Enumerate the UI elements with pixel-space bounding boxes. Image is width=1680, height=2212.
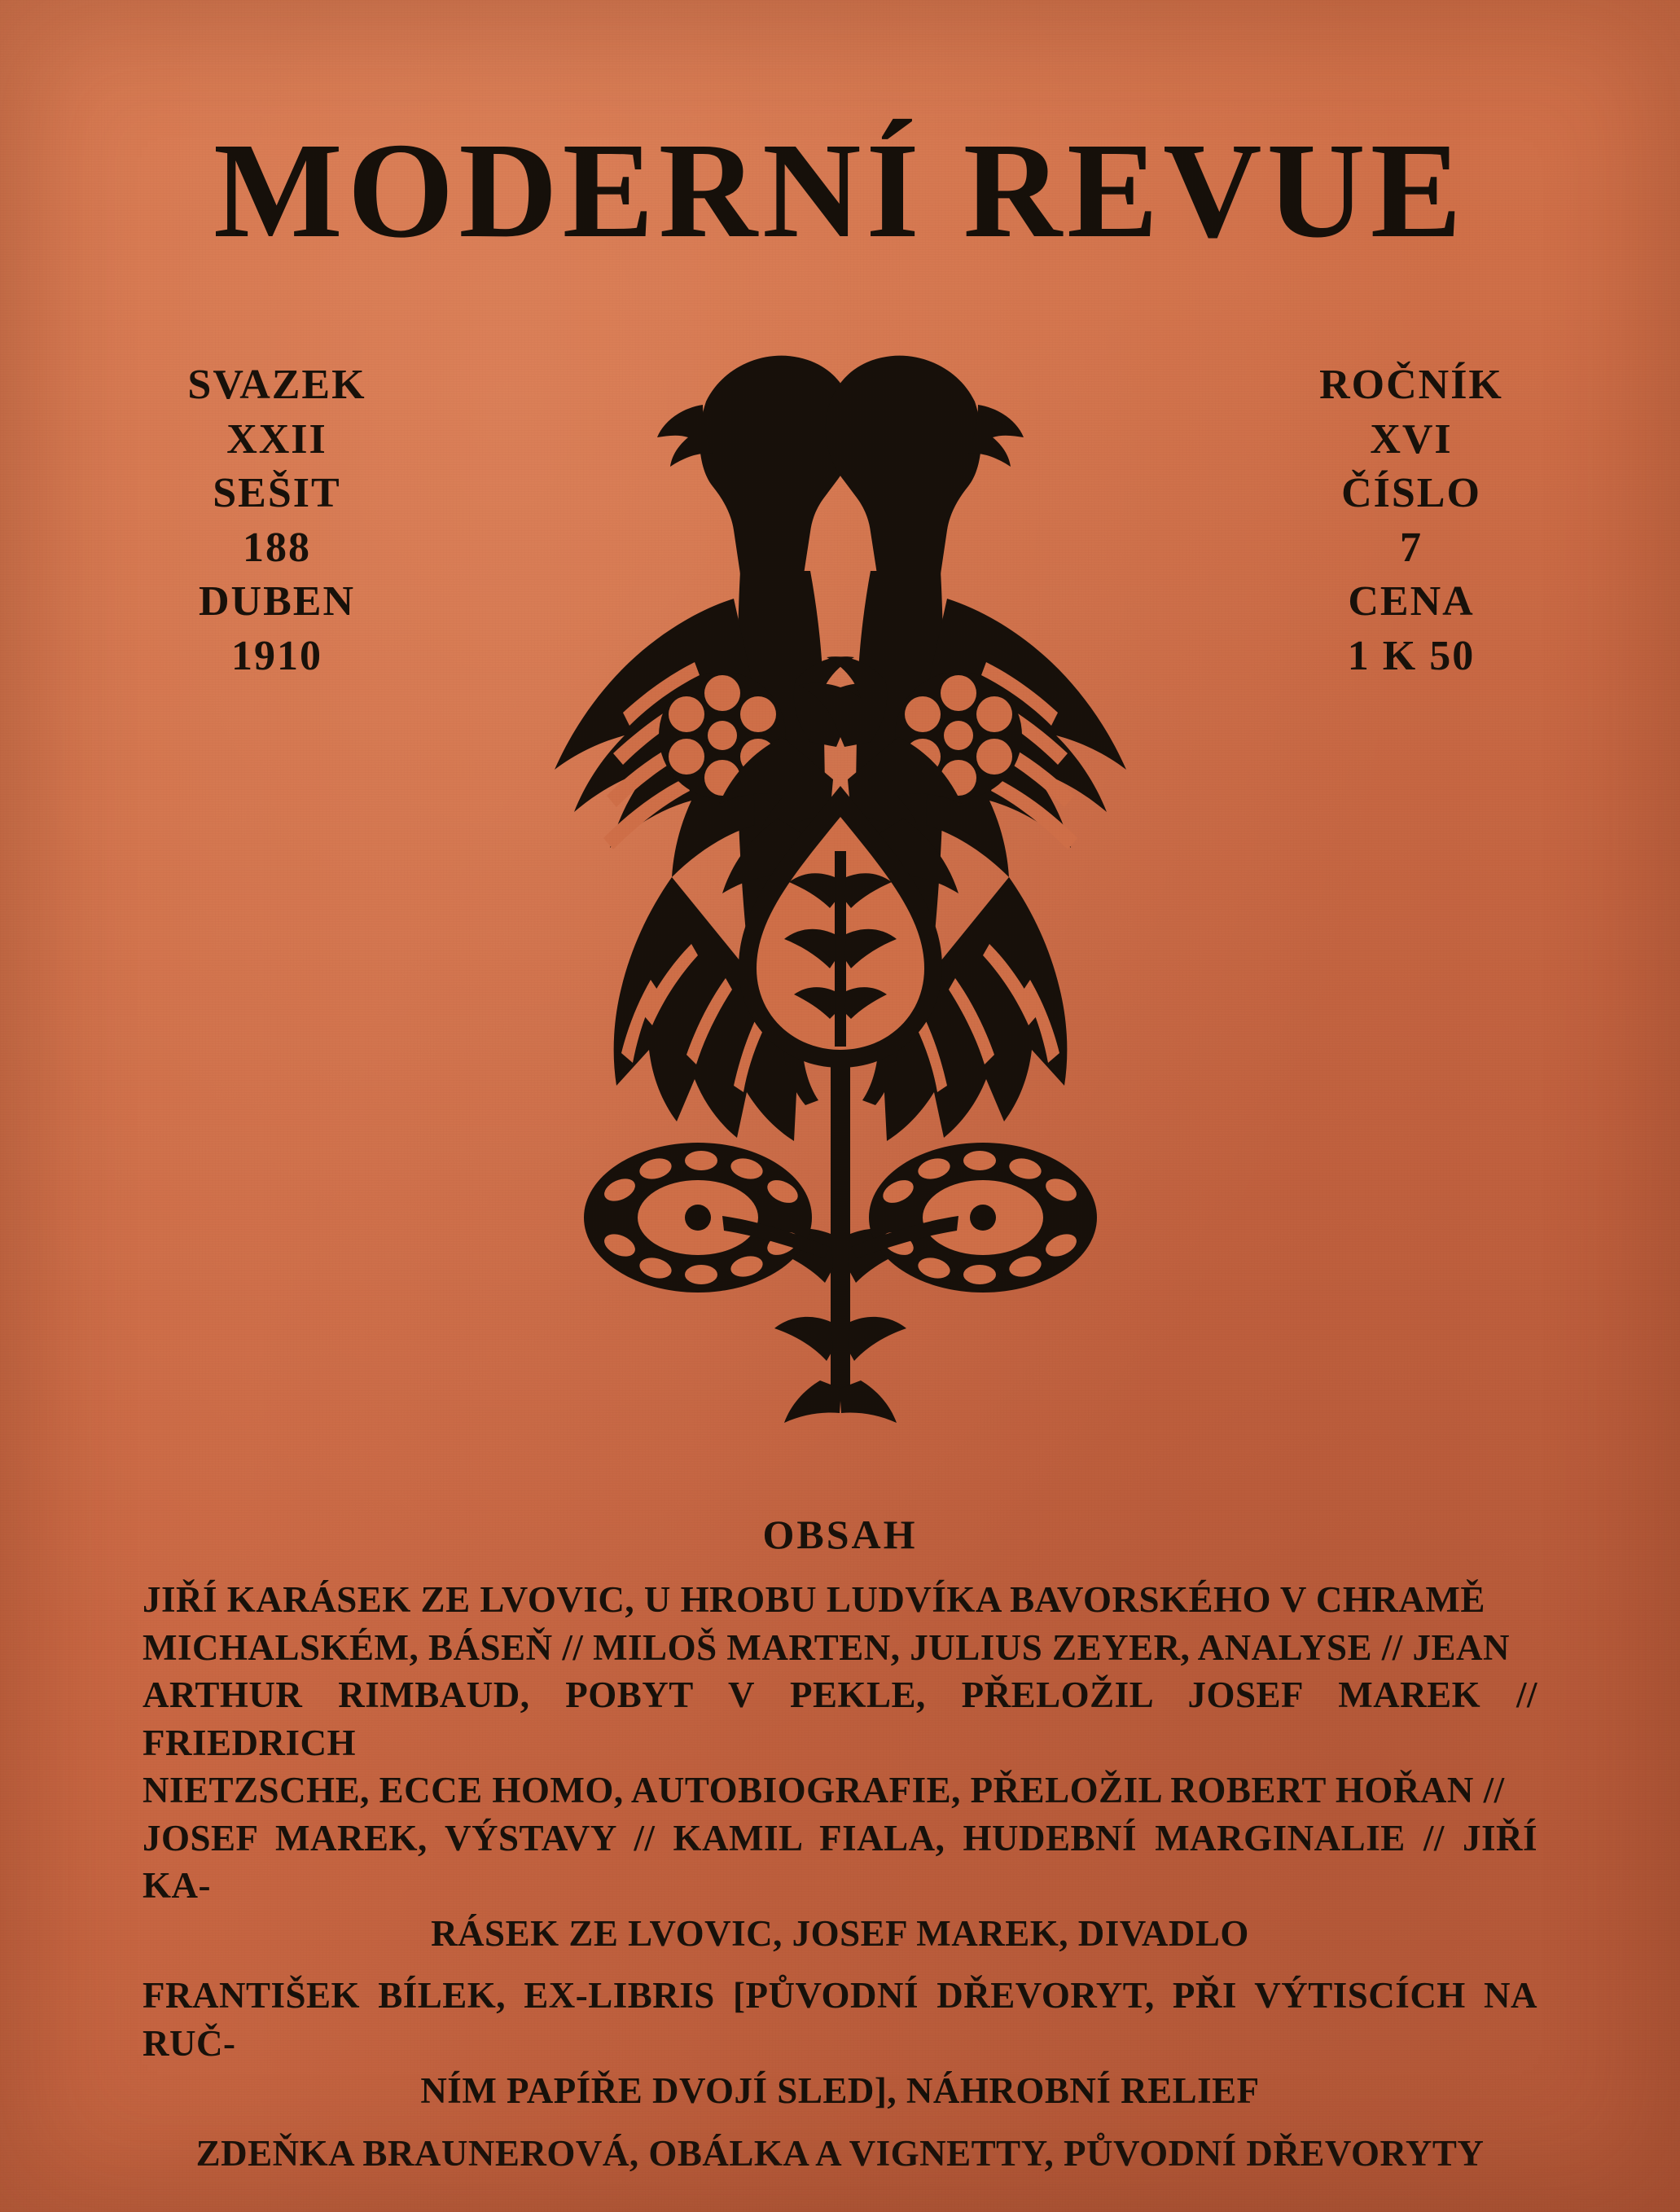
meta-left-line-2: XXII <box>226 415 327 463</box>
contents-line: NIETZSCHE, ECCE HOMO, AUTOBIOGRAFIE, PŘELOŽIL ROBERT HOŘAN // <box>143 1770 1505 1810</box>
meta-left-line-6: 1910 <box>231 632 322 679</box>
meta-right-line-6: 1 K 50 <box>1347 632 1476 679</box>
contents-section <box>143 1511 1537 2177</box>
meta-left-line-5: DUBEN <box>198 578 356 625</box>
contents-line: NÍM PAPÍŘE DVOJÍ SLED], NÁHROBNÍ RELIEF <box>420 2070 1260 2111</box>
contents-entry-bilek <box>143 1972 1537 2115</box>
page-title: MODERNÍ REVUE <box>213 115 1467 266</box>
contents-entry-braunerova <box>143 2130 1537 2178</box>
meta-left-line-3: SEŠIT <box>213 470 341 517</box>
contents-line: JIŘÍ KARÁSEK ZE LVOVIC, U HROBU LUDVÍKA BAVORSKÉHO V CHRAMĚ <box>143 1579 1485 1620</box>
meta-right-line-5: CENA <box>1348 578 1475 625</box>
contents-body <box>143 1576 1537 2177</box>
meta-right-line-3: ČÍSLO <box>1341 470 1481 517</box>
contents-entry-articles <box>143 1576 1537 1957</box>
contents-line: JOSEF MAREK, VÝSTAVY // KAMIL FIALA, HUDEBNÍ MARGINALIE // JIŘÍ KA- <box>143 1817 1537 1906</box>
contents-line: ARTHUR RIMBAUD, POBYT V PEKLE, PŘELOŽIL JOSEF MAREK // FRIEDRICH <box>143 1674 1537 1763</box>
contents-line: ZDEŇKA BRAUNEROVÁ, OBÁLKA A VIGNETTY, PŮVODNÍ DŘEVORYTY <box>195 2132 1485 2174</box>
contents-line: FRANTIŠEK BÍLEK, EX-LIBRIS [PŮVODNÍ DŘEVORYT, PŘI VÝTISCÍCH NA RUČ- <box>143 1975 1537 2064</box>
issue-meta-right <box>1265 358 1558 683</box>
meta-right-line-4: 7 <box>1400 524 1423 571</box>
contents-heading: OBSAH <box>762 1512 918 1557</box>
meta-right-line-1: ROČNÍK <box>1319 362 1503 408</box>
meta-left-line-1: SVAZEK <box>187 362 366 408</box>
contents-line: RÁSEK ZE LVOVIC, JOSEF MAREK, DIVADLO <box>431 1912 1249 1954</box>
eagle-woodcut-icon <box>454 330 1227 1486</box>
meta-left-line-4: 188 <box>243 524 311 571</box>
contents-line: MICHALSKÉM, BÁSEŇ // MILOŠ MARTEN, JULIUS ZEYER, ANALYSE // JEAN <box>143 1626 1511 1668</box>
issue-meta-left <box>130 358 423 683</box>
meta-right-line-2: XVI <box>1370 415 1453 463</box>
